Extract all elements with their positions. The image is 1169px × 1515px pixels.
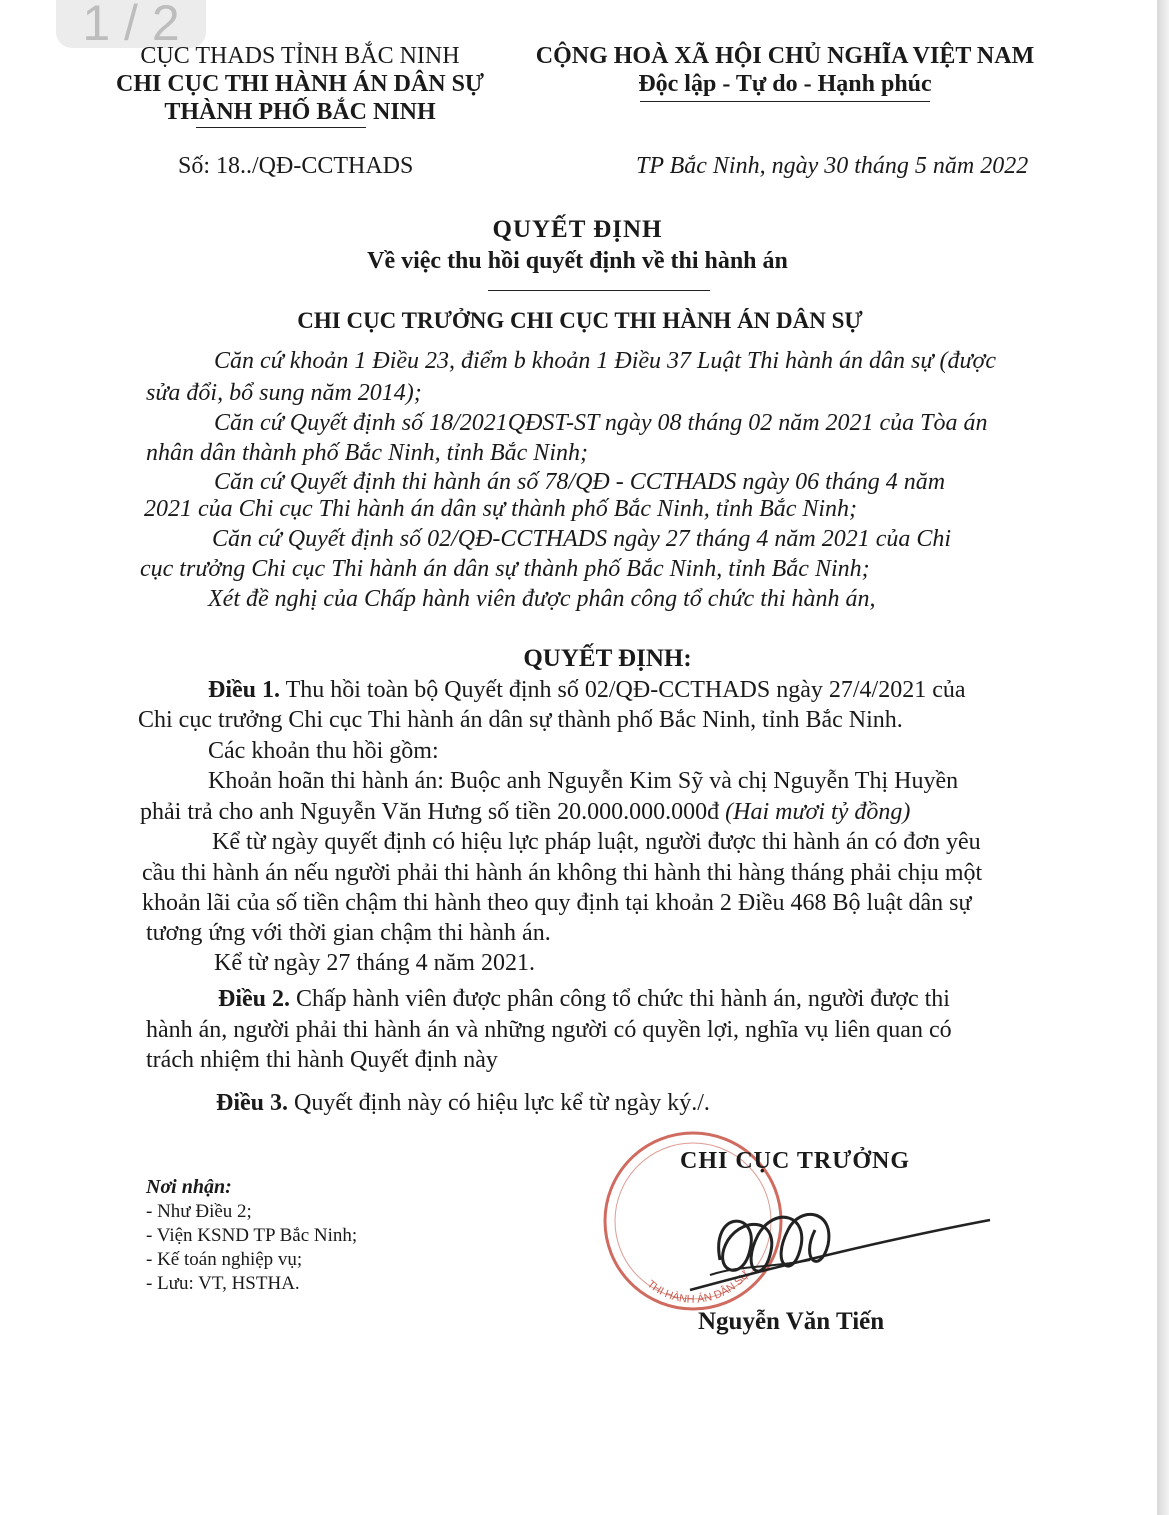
page-counter: 1 / 2 <box>56 0 206 48</box>
ground-line: 2021 của Chi cục Thi hành án dân sự thành phố Bắc Ninh, tỉnh Bắc Ninh; <box>144 496 858 522</box>
ground-line: Xét đề nghị của Chấp hành viên được phân công tổ chức thi hành án, <box>208 586 876 612</box>
article-2-line-1 <box>218 986 950 1013</box>
document-number: Số: 18../QĐ-CCTHADS <box>178 153 414 179</box>
stamp-text: THI HÀNH ÁN DÂN SỰ <box>644 1268 753 1306</box>
article-2-text: Chấp hành viên được phân công tổ chức thi hành án, người được thi <box>290 986 950 1012</box>
article-2-line-2: hành án, người phải thi hành án và những người có quyền lợi, nghĩa vụ liên quan có <box>146 1017 952 1043</box>
amount-text: phải trả cho anh Nguyễn Văn Hưng số tiền 20.000.000.000đ <box>140 799 726 825</box>
issuer-line-2: CHI CỤC THI HÀNH ÁN DÂN SỰ <box>115 71 485 97</box>
amount-in-words: (Hai mươi tỷ đồng) <box>725 799 911 825</box>
issuing-authority: CHI CỤC TRƯỞNG CHI CỤC THI HÀNH ÁN DÂN SỰ <box>297 308 863 333</box>
motto-underline <box>640 101 930 102</box>
article-1-label: Điều 1. <box>208 677 280 703</box>
document-title: QUYẾT ĐỊNH <box>492 216 663 243</box>
article-1-line-7: cầu thi hành án nếu người phải thi hành án không thi hành thi hàng tháng phải chịu một <box>142 860 983 886</box>
article-1-line-6: Kể từ ngày quyết định có hiệu lực pháp luật, người được thi hành án có đơn yêu <box>212 829 981 855</box>
article-1-line-9: tương ứng với thời gian chậm thi hành án. <box>146 920 551 946</box>
ground-line: Căn cứ Quyết định số 02/QĐ-CCTHADS ngày 27 tháng 4 năm 2021 của Chi <box>212 526 952 552</box>
article-1-line-5 <box>140 799 910 826</box>
recipients-title: Nơi nhận: <box>146 1176 232 1198</box>
ground-line: nhân dân thành phố Bắc Ninh, tỉnh Bắc Ninh; <box>146 440 588 466</box>
document-subject: Về việc thu hồi quyết định về thi hành án <box>367 248 788 274</box>
issuer-underline <box>196 127 366 128</box>
article-1-text: Thu hồi toàn bộ Quyết định số 02/QĐ-CCTHADS ngày 27/4/2021 của <box>280 677 966 703</box>
recipient-item: - Viện KSND TP Bắc Ninh; <box>146 1225 358 1246</box>
document-date: TP Bắc Ninh, ngày 30 tháng 5 năm 2022 <box>636 153 1029 179</box>
article-2-line-3: trách nhiệm thi hành Quyết định này <box>146 1047 498 1073</box>
country-name: CỘNG HOÀ XÃ HỘI CHỦ NGHĨA VIỆT NAM <box>535 43 1035 69</box>
article-1-line-1 <box>208 677 966 704</box>
article-1-line-3: Các khoản thu hồi gồm: <box>208 738 439 764</box>
article-1-line-4: Khoản hoãn thi hành án: Buộc anh Nguyễn Kim Sỹ và chị Nguyễn Thị Huyền <box>208 768 959 794</box>
article-1-line-10: Kể từ ngày 27 tháng 4 năm 2021. <box>214 950 535 976</box>
recipient-item: - Kế toán nghiệp vụ; <box>146 1249 303 1270</box>
article-1-line-8: khoản lãi của số tiền chậm thi hành theo quy định tại khoản 2 Điều 468 Bộ luật dân sự <box>142 890 972 916</box>
article-3-label: Điều 3. <box>216 1090 288 1116</box>
issuer-line-1: CỤC THADS TỈNH BẮC NINH <box>140 43 460 69</box>
signer-name: Nguyễn Văn Tiến <box>698 1308 885 1335</box>
subject-underline <box>488 290 710 291</box>
recipient-item: - Như Điều 2; <box>146 1201 252 1222</box>
ground-line: Căn cứ Quyết định thi hành án số 78/QĐ - CCTHADS ngày 06 tháng 4 năm <box>214 469 946 495</box>
ground-line: Căn cứ khoản 1 Điều 23, điểm b khoản 1 Điều 37 Luật Thi hành án dân sự (được <box>214 348 997 374</box>
article-1-line-2: Chi cục trưởng Chi cục Thi hành án dân sự thành phố Bắc Ninh, tỉnh Bắc Ninh. <box>138 707 903 733</box>
recipient-item: - Lưu: VT, HSTHA. <box>146 1273 300 1294</box>
issuer-line-3: THÀNH PHỐ BẮC NINH <box>164 99 436 125</box>
handwritten-signature <box>650 1190 1000 1300</box>
article-2-label: Điều 2. <box>218 986 290 1012</box>
scrollbar-edge <box>1157 0 1169 1515</box>
decision-heading: QUYẾT ĐỊNH: <box>523 645 692 672</box>
article-3-line-1 <box>216 1090 710 1117</box>
ground-line: Căn cứ Quyết định số 18/2021QĐST-ST ngày 08 tháng 02 năm 2021 của Tòa án <box>214 410 988 436</box>
ground-line: cục trưởng Chi cục Thi hành án dân sự thành phố Bắc Ninh, tỉnh Bắc Ninh; <box>140 556 870 582</box>
ground-line: sửa đổi, bổ sung năm 2014); <box>146 380 422 406</box>
article-3-text: Quyết định này có hiệu lực kể từ ngày ký./. <box>288 1090 710 1116</box>
issuer-block <box>110 42 490 126</box>
motto: Độc lập - Tự do - Hạnh phúc <box>638 71 932 97</box>
national-motto-block <box>530 42 1040 98</box>
signer-title: CHI CỤC TRƯỞNG <box>680 1148 911 1174</box>
